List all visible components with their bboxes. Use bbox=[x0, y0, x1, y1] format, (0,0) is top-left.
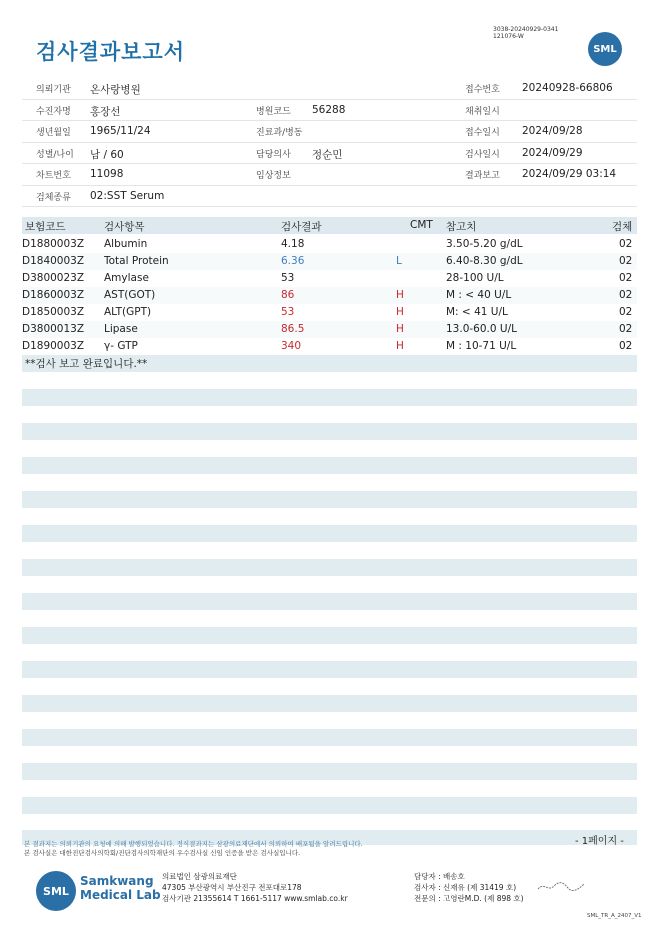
empty-row-band bbox=[22, 593, 637, 610]
result-specimen: 02 bbox=[619, 306, 633, 318]
result-reference: 3.50-5.20 g/dL bbox=[446, 238, 523, 250]
empty-row-band bbox=[22, 559, 637, 576]
result-name: Albumin bbox=[104, 238, 148, 250]
info-row bbox=[22, 100, 637, 122]
chart-no-label: 차트번호 bbox=[36, 171, 71, 181]
results-header bbox=[22, 217, 637, 234]
receipt-date-label: 접수일시 bbox=[465, 128, 500, 138]
result-row bbox=[22, 236, 637, 253]
address-line: 47305 부산광역시 부산진구 전포대로178 bbox=[162, 883, 302, 892]
result-value: 86 bbox=[281, 289, 295, 301]
clinical-label: 임상정보 bbox=[256, 171, 291, 181]
info-row bbox=[22, 143, 637, 165]
result-name: AST(GOT) bbox=[104, 289, 156, 301]
empty-row-band bbox=[22, 661, 637, 678]
empty-row-band bbox=[22, 389, 637, 406]
hospital-code-label: 병원코드 bbox=[256, 106, 291, 117]
empty-row-band bbox=[22, 797, 637, 814]
result-value: 4.18 bbox=[281, 238, 305, 250]
brand-line: Samkwang bbox=[80, 874, 154, 888]
specimen-type-label: 검체종류 bbox=[36, 192, 71, 203]
result-flag: H bbox=[396, 323, 404, 335]
result-row bbox=[22, 338, 637, 355]
result-code: D1880003Z bbox=[22, 238, 85, 250]
test-date-label: 검사일시 bbox=[465, 149, 500, 160]
empty-row-band bbox=[22, 457, 637, 474]
result-code: D3800013Z bbox=[22, 323, 85, 335]
address-line: 의료법인 삼광의료재단 bbox=[162, 872, 237, 881]
result-flag: H bbox=[396, 289, 404, 301]
result-specimen: 02 bbox=[619, 323, 633, 335]
result-value: 53 bbox=[281, 272, 295, 284]
result-row bbox=[22, 270, 637, 287]
empty-row-band bbox=[22, 491, 637, 508]
brand-line: Medical Lab bbox=[80, 888, 161, 902]
header-name: 검사항목 bbox=[104, 221, 145, 233]
test-date-value: 2024/09/29 bbox=[522, 146, 583, 159]
document-id bbox=[493, 26, 558, 40]
result-code: D1840003Z bbox=[22, 255, 85, 267]
page-number: - 1페이지 - bbox=[575, 836, 624, 847]
result-name: γ- GTP bbox=[104, 340, 138, 352]
staff-line: 검사자 : 신재유 (제 31419 호) bbox=[414, 883, 517, 892]
result-reference: 6.40-8.30 g/dL bbox=[446, 255, 523, 267]
results-table bbox=[22, 236, 637, 372]
patient-value: 홍장선 bbox=[90, 105, 121, 118]
receipt-no-value: 20240928-66806 bbox=[522, 82, 613, 94]
result-name: Amylase bbox=[104, 272, 149, 284]
report-date-value: 2024/09/29 03:14 bbox=[522, 168, 617, 180]
signature-image bbox=[536, 880, 586, 894]
report-date-label: 결과보고 bbox=[465, 171, 500, 181]
patient-label: 수진자명 bbox=[36, 106, 71, 117]
result-flag: L bbox=[396, 255, 402, 267]
result-code: D3800023Z bbox=[22, 272, 85, 284]
result-code: D1860003Z bbox=[22, 289, 85, 301]
collect-date-label: 채취일시 bbox=[465, 106, 500, 117]
result-row bbox=[22, 304, 637, 321]
institution-value: 온사랑병원 bbox=[90, 84, 141, 96]
report-note-row bbox=[22, 355, 637, 372]
result-value: 53 bbox=[281, 306, 295, 318]
staff-line: 담당자 : 배송호 bbox=[414, 872, 465, 881]
report-note: **검사 보고 완료입니다.** bbox=[25, 358, 148, 370]
birth-label: 생년월일 bbox=[36, 128, 71, 138]
result-specimen: 02 bbox=[619, 255, 633, 267]
report-note-band bbox=[22, 355, 637, 372]
empty-row-band bbox=[22, 627, 637, 644]
header-cmt: CMT bbox=[410, 219, 433, 231]
result-reference: M: < 41 U/L bbox=[446, 306, 508, 318]
result-name: Total Protein bbox=[104, 255, 169, 267]
result-value: 86.5 bbox=[281, 323, 305, 335]
result-name: Lipase bbox=[104, 323, 138, 335]
result-specimen: 02 bbox=[619, 272, 633, 284]
sml-logo: SML bbox=[588, 32, 622, 66]
document-id-line: 3038-20240929-0341 bbox=[493, 26, 559, 33]
result-row bbox=[22, 321, 637, 338]
result-reference: M : < 40 U/L bbox=[446, 289, 512, 301]
result-specimen: 02 bbox=[619, 238, 633, 250]
result-value: 6.36 bbox=[281, 255, 305, 267]
empty-row-band bbox=[22, 525, 637, 542]
result-reference: M : 10-71 U/L bbox=[446, 340, 517, 352]
header-specimen: 검체 bbox=[612, 221, 633, 233]
result-value: 340 bbox=[281, 340, 302, 352]
staff-list bbox=[414, 871, 524, 904]
patient-info-table bbox=[22, 78, 637, 207]
result-specimen: 02 bbox=[619, 289, 633, 301]
result-row bbox=[22, 287, 637, 304]
result-code: D1890003Z bbox=[22, 340, 85, 352]
result-flag: H bbox=[396, 340, 404, 352]
report-title: 검사결과보고서 bbox=[36, 40, 186, 64]
header-code: 보험코드 bbox=[25, 221, 66, 233]
lab-address bbox=[162, 871, 348, 904]
sex-age-label: 성별/나이 bbox=[36, 149, 74, 160]
empty-row-band bbox=[22, 729, 637, 746]
result-flag: H bbox=[396, 306, 404, 318]
institution-label: 의뢰기관 bbox=[36, 85, 71, 95]
staff-line: 전문의 : 고영란M.D. (제 898 호) bbox=[414, 894, 524, 903]
dept-label: 진료과/병동 bbox=[256, 128, 303, 138]
doctor-value: 정순민 bbox=[312, 148, 343, 161]
hospital-code-value: 56288 bbox=[312, 103, 346, 116]
result-specimen: 02 bbox=[619, 340, 633, 352]
header-ref: 참고치 bbox=[446, 221, 477, 233]
chart-no-value: 11098 bbox=[90, 168, 124, 180]
result-name: ALT(GPT) bbox=[104, 306, 152, 318]
form-id: SML_TR_A_2407_V1 bbox=[587, 913, 642, 919]
header-result: 검사결과 bbox=[281, 221, 322, 233]
result-reference: 28-100 U/L bbox=[446, 272, 504, 284]
birth-value: 1965/11/24 bbox=[90, 125, 151, 137]
footnote-line: 본 검사실은 대한진단검사의학회/진단검사의학재단의 우수검사실 신임 인증을 받은 검사실입니다. bbox=[24, 849, 301, 857]
empty-row-band bbox=[22, 763, 637, 780]
result-code: D1850003Z bbox=[22, 306, 85, 318]
document-id-line: 121076-W bbox=[493, 33, 524, 40]
info-row bbox=[22, 121, 637, 143]
empty-row-band bbox=[22, 423, 637, 440]
brand-name bbox=[80, 874, 161, 902]
specimen-type-value: 02:SST Serum bbox=[90, 189, 165, 202]
empty-row-band bbox=[22, 695, 637, 712]
footnote-line: 본 결과지는 의뢰기관의 요청에 의해 발행되었습니다. 정식결과지는 삼광의료재단에서 의뢰하여 배포됨을 알려드립니다. bbox=[24, 840, 363, 848]
sex-age-value: 남 / 60 bbox=[90, 148, 124, 161]
info-row bbox=[22, 186, 637, 208]
receipt-no-label: 접수번호 bbox=[465, 85, 500, 95]
result-row bbox=[22, 253, 637, 270]
sml-footer-logo: SML bbox=[36, 871, 76, 911]
address-line: 검사기관 21355614 T 1661-5117 www.smlab.co.kr bbox=[162, 894, 348, 903]
receipt-date-value: 2024/09/28 bbox=[522, 125, 583, 137]
footnote bbox=[24, 840, 363, 858]
info-row bbox=[22, 164, 637, 186]
doctor-label: 담당의사 bbox=[256, 149, 291, 160]
info-row bbox=[22, 78, 637, 100]
result-reference: 13.0-60.0 U/L bbox=[446, 323, 517, 335]
